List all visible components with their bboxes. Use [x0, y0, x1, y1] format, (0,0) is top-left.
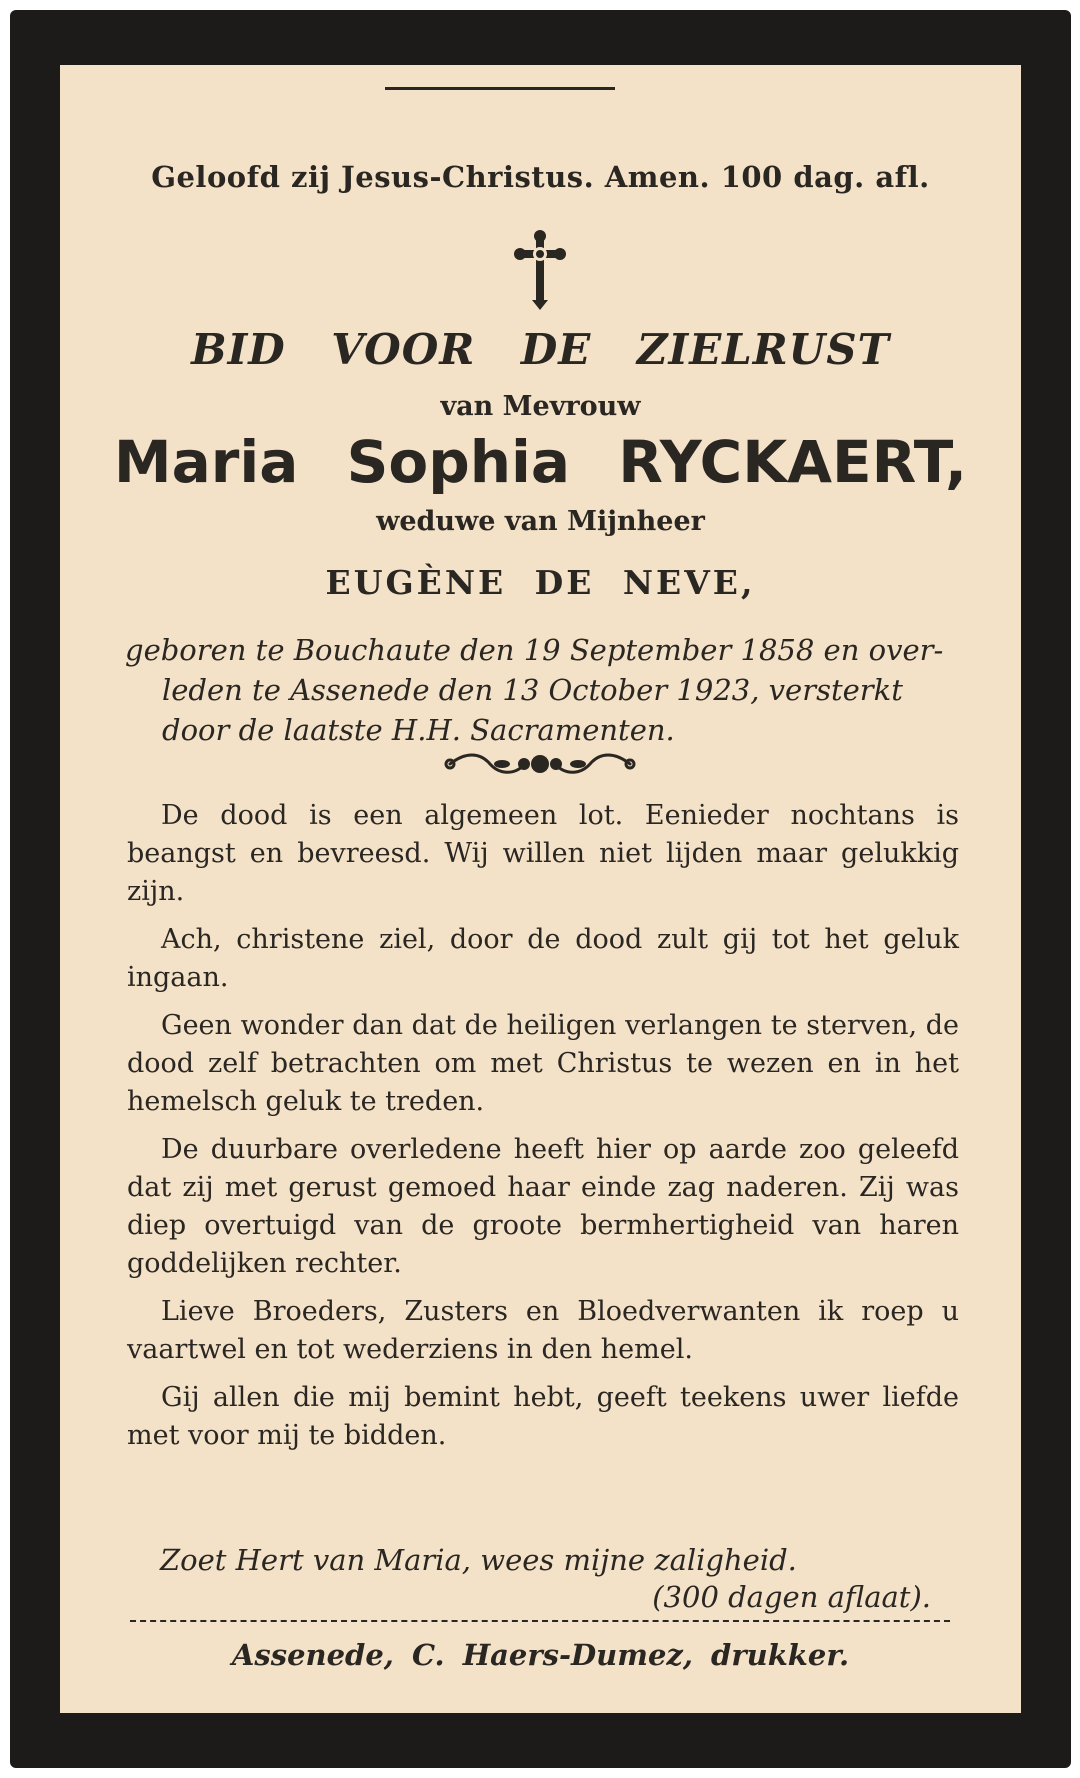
birth-line-3: door de laatste H.H. Sacramenten.: [162, 713, 675, 747]
birth-death-details: [125, 630, 945, 750]
paragraph: Geen wonder dan dat de heiligen verlangen te sterven, de dood zelf betrachten om met Christus te wezen en in het hemelsch geluk te treden.: [127, 1010, 959, 1117]
paragraph: Ach, christene ziel, door de dood zult gij tot het geluk ingaan.: [127, 924, 959, 993]
husband-name: EUGÈNE DE NEVE,: [325, 563, 756, 602]
header-line: Geloofd zij Jesus-Christus. Amen. 100 dag. afl.: [151, 160, 930, 194]
top-rule: [385, 87, 615, 90]
birth-line-1: geboren te Bouchaute den 19 September 1858 en over-: [125, 633, 944, 667]
birth-line-2: leden te Assenede den 13 October 1923, versterkt: [162, 673, 903, 707]
meditation-text: [127, 797, 959, 1465]
widow-line: weduwe van Mijnheer: [376, 506, 705, 537]
paragraph: Lieve Broeders, Zusters en Bloedverwanten ik roep u vaartwel en tot wederziens in den hemel.: [127, 1296, 959, 1365]
paragraph: De duurbare overledene heeft hier op aarde zoo geleefd dat zij met gerust gemoed haar einde zag naderen. Zij was diep overtuigd van de groote bermhertigheid van haren goddelijken rechter.: [127, 1134, 959, 1279]
dotted-divider: [130, 1620, 950, 1622]
ornament-divider-icon: [440, 747, 640, 781]
deceased-name: Maria Sophia RYCKAERT,: [113, 428, 968, 496]
van-mevrouw-line: van Mevrouw: [440, 391, 641, 422]
memorial-card: [10, 10, 1071, 1768]
printer-line: Assenede, C. Haers-Dumez, drukker.: [231, 1638, 850, 1672]
indulgence-note: (300 dagen aflaat).: [652, 1580, 931, 1614]
closing-prayer: Zoet Hert van Maria, wees mijne zaligheid.: [160, 1543, 797, 1577]
prayer-title: BID VOOR DE ZIELRUST: [191, 325, 890, 374]
card-paper: [60, 65, 1021, 1713]
paragraph: De dood is een algemeen lot. Eenieder nochtans is beangst en bevreesd. Wij willen niet lijden maar gelukkig zijn.: [127, 800, 959, 907]
paragraph: Gij allen die mij bemint hebt, geeft teekens uwer liefde met voor mij te bidden.: [127, 1382, 959, 1451]
cross-icon: [512, 230, 568, 310]
